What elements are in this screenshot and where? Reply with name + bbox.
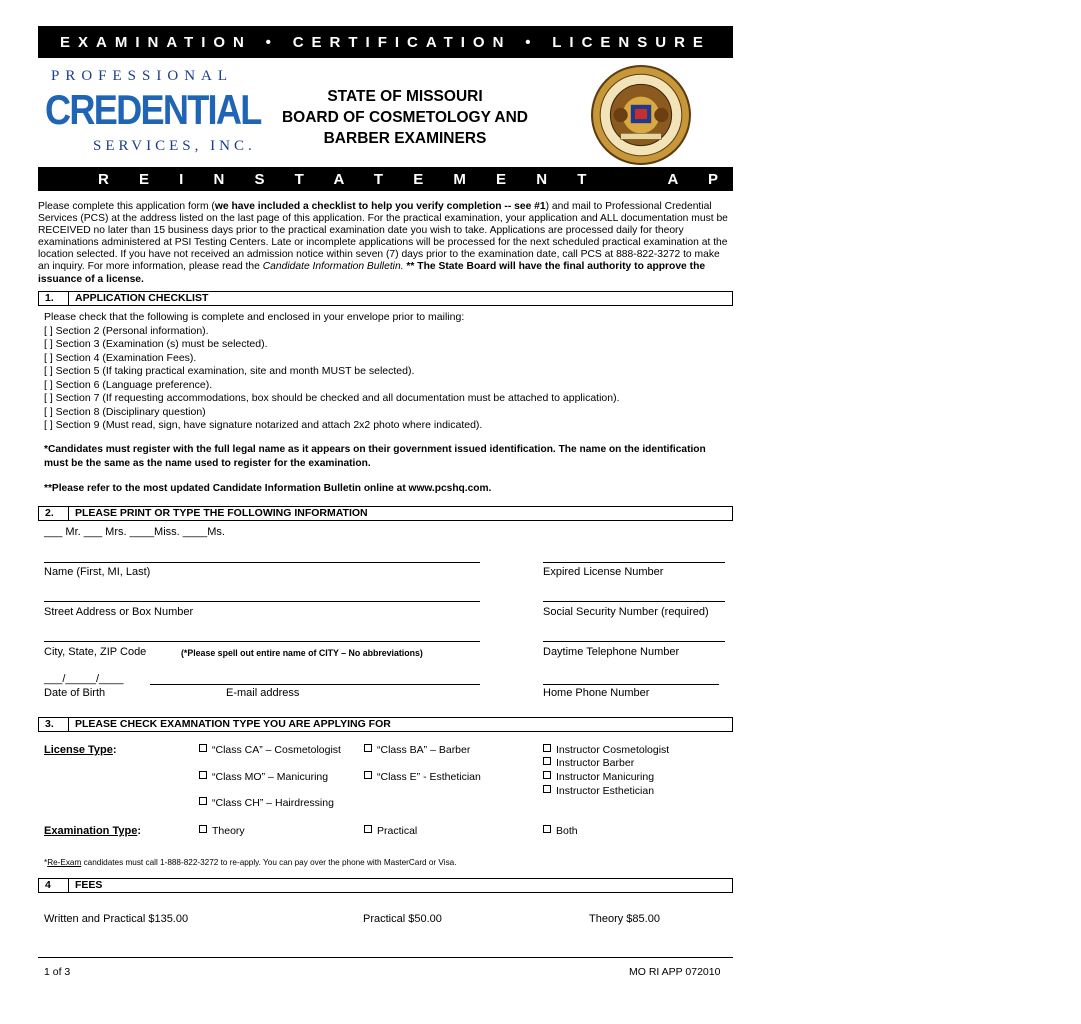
checkbox-icon[interactable] bbox=[543, 825, 551, 833]
name-label: Name (First, MI, Last) bbox=[44, 566, 151, 578]
exam-type-label: Examination Type: bbox=[44, 825, 141, 837]
home-phone-label: Home Phone Number bbox=[543, 687, 650, 699]
expired-license-input[interactable] bbox=[543, 562, 725, 563]
reexam-star: * bbox=[44, 858, 48, 867]
checkbox-icon[interactable] bbox=[199, 771, 207, 779]
checkbox-icon[interactable] bbox=[543, 771, 551, 779]
section-1-header bbox=[38, 291, 733, 306]
bulletin-title: Candidate Information Bulletin. bbox=[262, 261, 404, 273]
option-label: Both bbox=[556, 825, 578, 837]
practical-checkbox[interactable] bbox=[364, 825, 417, 837]
home-phone-input[interactable] bbox=[543, 684, 719, 685]
license-type-label: License Type: bbox=[44, 744, 117, 756]
checklist-item[interactable]: [ ] Section 7 (If requesting accommodations, box should be checked and all documentation must be attached to application). bbox=[44, 392, 620, 404]
form-title: R E I N S T A T E M E N T A P P L I C A T I O N bbox=[98, 170, 1081, 188]
option-label: “Class E” - Esthetician bbox=[377, 771, 481, 783]
footer-divider bbox=[38, 957, 733, 958]
section-title: PLEASE CHECK EXAMNATION TYPE YOU ARE APPLYING FOR bbox=[75, 718, 391, 730]
pcs-logo bbox=[45, 68, 261, 168]
city-note: (*Please spell out entire name of CITY – No abbreviations) bbox=[181, 648, 423, 658]
checklist bbox=[44, 311, 620, 433]
email-input[interactable] bbox=[150, 684, 480, 685]
title-line2: BOARD OF COSMETOLOGY AND bbox=[281, 109, 528, 126]
class-ca-checkbox[interactable] bbox=[199, 744, 341, 756]
banner-dot: • bbox=[525, 33, 539, 51]
section-3-header bbox=[38, 717, 733, 732]
street-label: Street Address or Box Number bbox=[44, 606, 194, 618]
city-label: City, State, ZIP Code bbox=[44, 646, 147, 658]
checkbox-icon[interactable] bbox=[199, 797, 207, 805]
option-label: Instructor Barber bbox=[556, 757, 635, 769]
section-title: FEES bbox=[75, 879, 103, 891]
checkbox-icon[interactable] bbox=[543, 757, 551, 765]
section-number: 3. bbox=[39, 718, 69, 731]
intro-bold: we have included a checklist to help you verify completion -- see #1 bbox=[214, 201, 546, 212]
daytime-phone-input[interactable] bbox=[543, 641, 725, 642]
license-type-text: License Type bbox=[44, 744, 113, 756]
logo-line2: CREDENTIAL bbox=[45, 86, 261, 133]
bulletin-note: **Please refer to the most updated Candidate Information Bulletin online at www.pcshq.com. bbox=[44, 483, 492, 494]
option-label: Theory bbox=[212, 825, 245, 837]
header-banner bbox=[38, 26, 733, 58]
option-label: Instructor Esthetician bbox=[556, 785, 655, 797]
expired-license-label: Expired License Number bbox=[543, 566, 664, 578]
class-e-checkbox[interactable] bbox=[364, 771, 481, 783]
section-title: APPLICATION CHECKLIST bbox=[75, 292, 209, 304]
reexam-note bbox=[44, 858, 457, 867]
checklist-item[interactable]: [ ] Section 4 (Examination Fees). bbox=[44, 351, 197, 364]
checklist-item[interactable]: [ ] Section 3 (Examination (s) must be selected). bbox=[44, 338, 268, 350]
option-label: “Class CH” – Hairdressing bbox=[212, 797, 334, 809]
checkbox-icon[interactable] bbox=[543, 744, 551, 752]
fee-theory: Theory $85.00 bbox=[589, 913, 660, 925]
title-line3: BARBER EXAMINERS bbox=[323, 130, 487, 147]
checkbox-icon[interactable] bbox=[364, 771, 372, 779]
checkbox-icon[interactable] bbox=[364, 744, 372, 752]
reexam-word: Re-Exam bbox=[47, 858, 82, 867]
option-label: Practical bbox=[377, 825, 418, 837]
checkbox-icon[interactable] bbox=[199, 744, 207, 752]
logo-line3: SERVICES, INC. bbox=[93, 138, 256, 154]
banner-certification: CERTIFICATION bbox=[292, 33, 512, 51]
form-code: MO RI APP 072010 bbox=[629, 966, 721, 978]
checklist-item[interactable]: [ ] Section 6 (Language preference). bbox=[44, 378, 213, 391]
ssn-label: Social Security Number (required) bbox=[543, 606, 709, 618]
reexam-text: candidates must call 1-888-822-3272 to re-apply. You can pay over the phone with MasterCard or Visa. bbox=[81, 858, 457, 867]
fee-practical: Practical $50.00 bbox=[363, 913, 442, 925]
legal-name-note: *Candidates must register with the full legal name as it appears on their government issued identification. The name on the identification must be the same as the name used to register for the examination. bbox=[44, 444, 706, 469]
instructor-manicuring-checkbox[interactable] bbox=[543, 771, 654, 783]
intro-authority-note: ** The State Board will have the final authority to approve the issuance of a license. bbox=[38, 261, 706, 285]
checklist-item[interactable]: [ ] Section 8 (Disciplinary question) bbox=[44, 405, 206, 418]
banner-licensure: LICENSURE bbox=[552, 33, 711, 51]
section-4-header bbox=[38, 878, 733, 893]
intro-text: Please complete this application form ( bbox=[38, 201, 215, 212]
class-ba-checkbox[interactable] bbox=[364, 744, 470, 756]
logo-line1: PROFESSIONAL bbox=[51, 68, 234, 84]
checklist-item[interactable]: [ ] Section 9 (Must read, sign, have signature notarized and attach 2x2 photo where indicated). bbox=[44, 419, 483, 431]
checkbox-icon[interactable] bbox=[543, 785, 551, 793]
fee-written-practical: Written and Practical $135.00 bbox=[44, 913, 189, 925]
section-2-header bbox=[38, 506, 733, 521]
theory-checkbox[interactable] bbox=[199, 825, 245, 837]
section-number: 4 bbox=[39, 879, 69, 892]
missouri-seal-icon bbox=[590, 64, 692, 166]
checkbox-icon[interactable] bbox=[199, 825, 207, 833]
banner-dot: • bbox=[265, 33, 279, 51]
form-title-banner bbox=[38, 167, 1081, 191]
exam-type-text: Examination Type bbox=[44, 825, 138, 837]
checklist-lead: Please check that the following is complete and enclosed in your envelope prior to mailing: bbox=[44, 311, 465, 323]
page-number: 1 of 3 bbox=[44, 966, 71, 978]
instructor-esthetician-checkbox[interactable] bbox=[543, 785, 654, 797]
banner-examination: EXAMINATION bbox=[60, 33, 252, 51]
intro-paragraph bbox=[38, 201, 733, 286]
name-input[interactable] bbox=[44, 562, 480, 563]
option-label: Instructor Cosmetologist bbox=[556, 744, 670, 756]
option-label: Instructor Manicuring bbox=[556, 771, 655, 783]
daytime-phone-label: Daytime Telephone Number bbox=[543, 646, 680, 658]
instructor-barber-checkbox[interactable] bbox=[543, 757, 634, 769]
salutation-field[interactable]: ___ Mr. ___ Mrs. ____Miss. ____Ms. bbox=[44, 526, 225, 538]
instructor-cosmetologist-checkbox[interactable] bbox=[543, 744, 669, 756]
dob-label: Date of Birth bbox=[44, 687, 106, 699]
option-label: “Class MO” – Manicuring bbox=[212, 771, 329, 783]
title-line1: STATE OF MISSOURI bbox=[327, 88, 483, 105]
class-mo-checkbox[interactable] bbox=[199, 771, 328, 783]
option-label: “Class BA” – Barber bbox=[377, 744, 471, 756]
checkbox-icon[interactable] bbox=[364, 825, 372, 833]
class-ch-checkbox[interactable] bbox=[199, 797, 334, 809]
intro-text: ) and mail to Professional Credential Services (PCS) at the address listed on the last page of this application. For the practical examination, your application and ALL documentation must be RECEIVED no later than 15 business days prior to the practical examination date you wish to take. Applications are processed daily for theory examinations administered at PSI Testing Centers. Late or incomplete applications will be processed for the next scheduled practical examination at the location selected. If you have not received an admission notice within seven (7) days prior to the examination date, call PCS at 888-822-3272 to make an inquiry. For more information, please read the bbox=[38, 201, 728, 273]
section-number: 2. bbox=[39, 507, 69, 520]
page-title bbox=[255, 86, 555, 149]
checklist-item[interactable]: [ ] Section 5 (If taking practical examination, site and month MUST be selected). bbox=[44, 365, 415, 377]
option-label: “Class CA” – Cosmetologist bbox=[212, 744, 341, 756]
section-number: 1. bbox=[39, 292, 69, 305]
section-title: PLEASE PRINT OR TYPE THE FOLLOWING INFORMATION bbox=[75, 507, 368, 519]
email-label: E-mail address bbox=[226, 687, 300, 699]
street-input[interactable] bbox=[44, 601, 480, 602]
city-input[interactable] bbox=[44, 641, 480, 642]
checklist-item[interactable]: [ ] Section 2 (Personal information). bbox=[44, 324, 209, 337]
ssn-input[interactable] bbox=[543, 601, 725, 602]
dob-input[interactable]: ___/_____/____ bbox=[44, 673, 124, 685]
both-checkbox[interactable] bbox=[543, 825, 578, 837]
